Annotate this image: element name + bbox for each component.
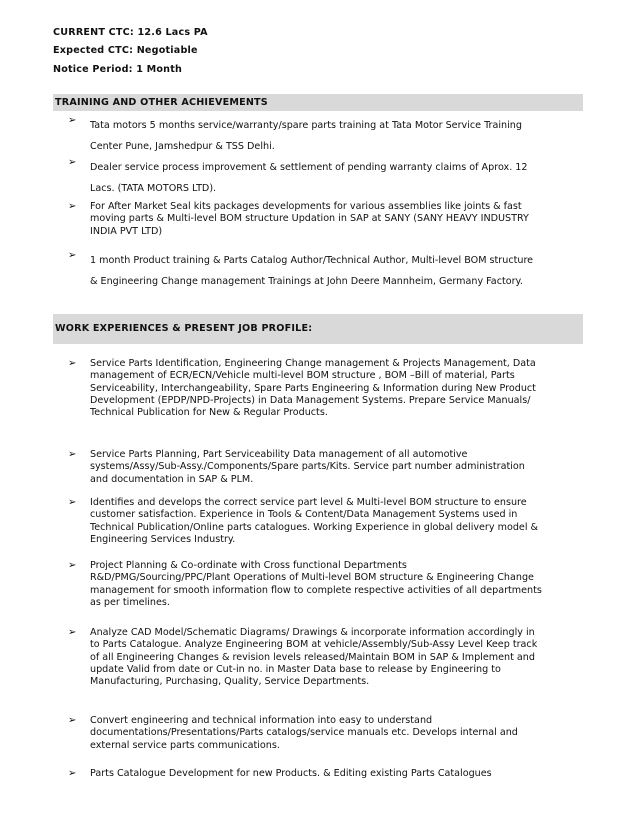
work-section-title: WORK EXPERIENCES & PRESENT JOB PROFILE: [53, 314, 583, 344]
work-item-line: Analyze CAD Model/Schematic Diagrams/ Drawings & incorporate information accordingly in [90, 627, 535, 638]
training-item-text [90, 157, 583, 199]
work-item-line: Convert engineering and technical information into easy to understand [90, 715, 433, 726]
training-item-line: INDIA PVT LTD) [90, 225, 163, 237]
work-item-line: Manufacturing, Purchasing, Quality, Service Departments. [90, 676, 370, 688]
work-item-text [90, 449, 583, 486]
arrow-bullet-icon: ➢ [68, 560, 77, 571]
training-item-text [90, 250, 583, 292]
work-item-line: Parts Catalogue Development for new Products. & Editing existing Parts Catalogues [90, 768, 492, 779]
arrow-bullet-icon: ➢ [68, 627, 77, 638]
work-item-text [90, 560, 583, 609]
training-section-title: TRAINING AND OTHER ACHIEVEMENTS [53, 94, 583, 111]
training-item-line: moving parts & Multi-level BOM structure Updation in SAP at SANY (SANY HEAVY INDUSTRY [90, 213, 529, 225]
training-item-line: Tata motors 5 months service/warranty/spare parts training at Tata Motor Service Training [90, 120, 522, 131]
work-item-line: as per timelines. [90, 596, 170, 608]
work-item-line: management of ECR/ECN/Vehicle multi-level BOM structure , BOM –Bill of material, Parts [90, 370, 515, 382]
training-item-line: Lacs. (TATA MOTORS LTD). [90, 183, 217, 194]
work-item-line: Identifies and develops the correct service part level & Multi-level BOM structure to ensure [90, 497, 527, 508]
work-item-text [90, 497, 583, 546]
arrow-bullet-icon: ➢ [68, 250, 77, 261]
work-item-text [90, 768, 583, 780]
work-item-line: Project Planning & Co-ordinate with Cross functional Departments [90, 560, 407, 571]
arrow-bullet-icon: ➢ [68, 201, 77, 212]
work-item-text [90, 715, 583, 752]
work-item-line: Engineering Services Industry. [90, 533, 236, 545]
work-item-line: Service Parts Identification, Engineering Change management & Projects Management, Data [90, 358, 536, 369]
arrow-bullet-icon: ➢ [68, 715, 77, 726]
work-item-text [90, 627, 583, 688]
work-item-line: Technical Publication for New & Regular Products. [90, 407, 328, 419]
work-item-line: Development (EPDP/NPD-Projects) in Data Management Systems. Prepare Service Manuals/ [90, 394, 531, 406]
arrow-bullet-icon: ➢ [68, 449, 77, 460]
expected-ctc: Expected CTC: Negotiable [53, 45, 198, 56]
work-item-text [90, 358, 583, 419]
training-item-text [90, 115, 583, 157]
training-item-line: & Engineering Change management Trainings at John Deere Mannheim, Germany Factory. [90, 276, 523, 287]
training-item-line: For After Market Seal kits packages developments for various assemblies like joints & fast [90, 201, 522, 212]
training-item-line: Center Pune, Jamshedpur & TSS Delhi. [90, 141, 275, 152]
training-item-text [90, 201, 583, 238]
training-item-line: Dealer service process improvement & settlement of pending warranty claims of Aprox. 12 [90, 162, 528, 173]
arrow-bullet-icon: ➢ [68, 497, 77, 508]
work-item-line: of all Engineering Changes & revision levels released/Maintain BOM in SAP & Implement and [90, 651, 535, 663]
work-item-line: and documentation in SAP & PLM. [90, 473, 254, 485]
work-item-line: systems/Assy/Sub-Assy./Components/Spare parts/Kits. Service part number administration [90, 461, 525, 473]
work-item-line: Technical Publication/Online parts catalogues. Working Experience in global delivery model & [90, 521, 539, 533]
work-item-line: R&D/PMG/Sourcing/PPC/Plant Operations of Multi-level BOM structure & Engineering Change [90, 572, 534, 584]
work-item-line: management for smooth information flow to complete respective activities of all departments [90, 584, 542, 596]
work-item-line: Serviceability, Interchangeability, Spare Parts Engineering & Information during New Product [90, 382, 536, 394]
current-ctc: CURRENT CTC: 12.6 Lacs PA [53, 27, 208, 38]
work-item-line: to Parts Catalogue. Analyze Engineering BOM at vehicle/Assembly/Sub-Assy Level Keep track [90, 639, 538, 651]
work-item-line: external service parts communications. [90, 739, 280, 751]
notice-period: Notice Period: 1 Month [53, 64, 183, 75]
arrow-bullet-icon: ➢ [68, 157, 77, 168]
arrow-bullet-icon: ➢ [68, 115, 77, 126]
work-item-line: Service Parts Planning, Part Serviceability Data management of all automotive [90, 449, 468, 460]
work-item-line: customer satisfaction. Experience in Tools & Content/Data Management Systems used in [90, 509, 518, 521]
arrow-bullet-icon: ➢ [68, 358, 77, 369]
training-item-line: 1 month Product training & Parts Catalog Author/Technical Author, Multi-level BOM structure [90, 255, 534, 266]
work-item-line: update Valid from date or Cut-in no. in Master Data base to release by Engineering to [90, 663, 501, 675]
arrow-bullet-icon: ➢ [68, 768, 77, 779]
work-item-line: documentations/Presentations/Parts catalogs/service manuals etc. Develops internal and [90, 727, 518, 739]
